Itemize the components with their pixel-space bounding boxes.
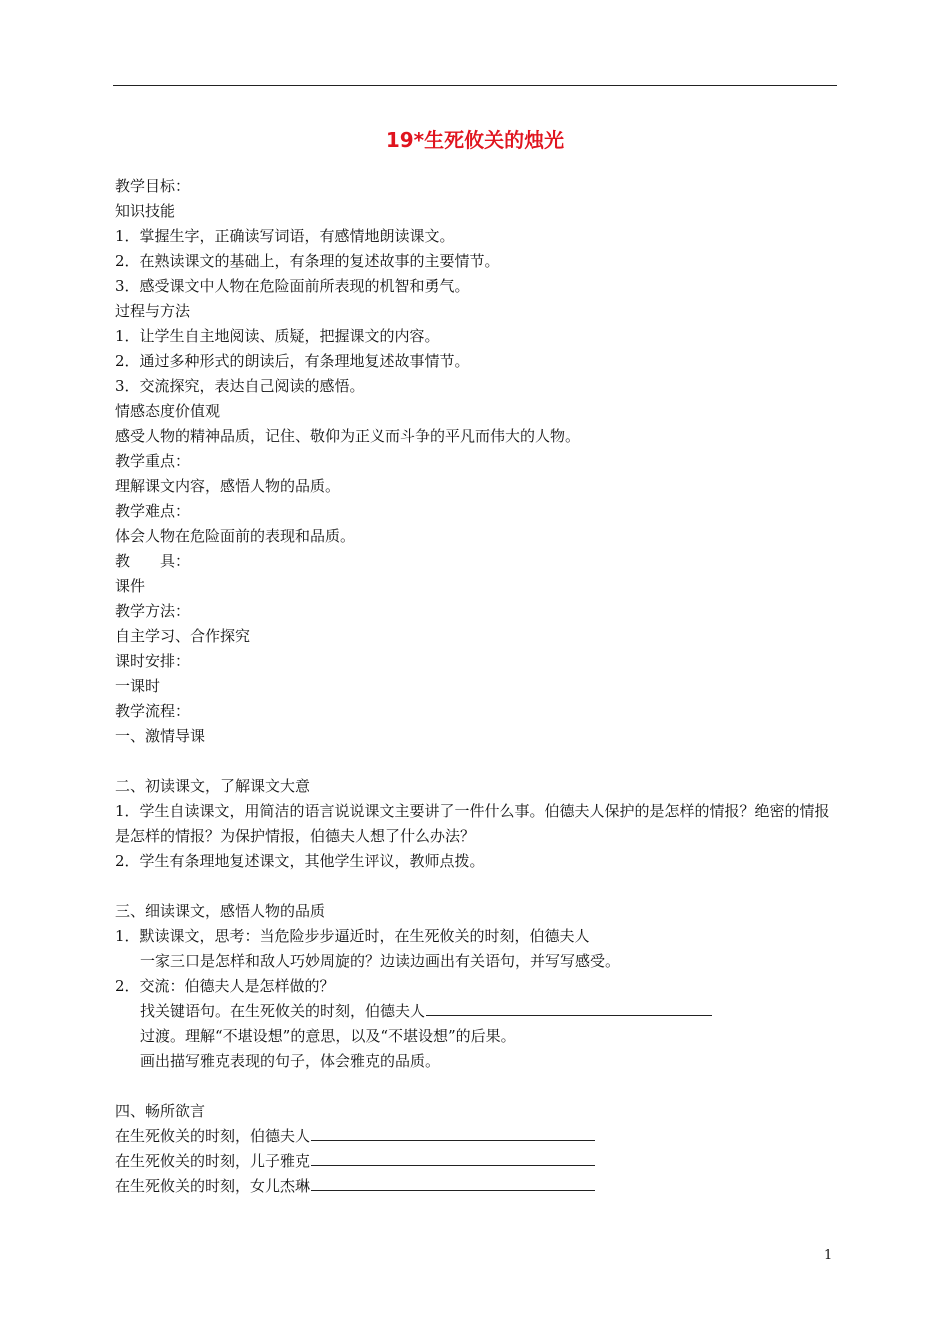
list-item: 1．掌握生字，正确读写词语，有感情地朗读课文。 xyxy=(115,227,455,245)
fill-in-line xyxy=(115,1149,837,1174)
list-item: 2．交流：伯德夫人是怎样做的？ xyxy=(115,977,335,995)
list-item: 1．让学生自主地阅读、质疑，把握课文的内容。 xyxy=(115,327,440,345)
blank-line xyxy=(115,1074,837,1099)
step-heading: 三、细读课文，感悟人物的品质 xyxy=(115,902,326,920)
fill-in-prompt: 在生死攸关的时刻，女儿杰琳 xyxy=(115,1177,311,1195)
fill-in-line xyxy=(115,1124,837,1149)
blank-line xyxy=(115,749,837,774)
list-item: 3．交流探究，表达自己阅读的感悟。 xyxy=(115,377,365,395)
page-number: 1 xyxy=(824,1248,833,1263)
paragraph: 感受人物的精神品质，记住、敬仰为正义而斗争的平凡而伟大的人物。 xyxy=(115,427,581,445)
paragraph: 画出描写雅克表现的句子，体会雅克的品质。 xyxy=(140,1052,441,1070)
step-heading: 四、畅所欲言 xyxy=(115,1102,206,1120)
paragraph: 自主学习、合作探究 xyxy=(115,627,251,645)
document-title: 19*生死攸关的烛光 xyxy=(385,128,565,152)
section-heading: 教学方法： xyxy=(115,602,191,620)
document-body xyxy=(115,174,837,1199)
answer-blank[interactable] xyxy=(311,1124,595,1141)
blank-line xyxy=(115,874,837,899)
subsection-heading: 情感态度价值观 xyxy=(115,402,221,420)
paragraph: 过渡。理解“不堪设想”的意思，以及“不堪设想”的后果。 xyxy=(140,1027,516,1045)
fill-in-line xyxy=(115,999,837,1024)
section-heading: 教 具： xyxy=(115,552,191,570)
fill-in-prompt: 在生死攸关的时刻，儿子雅克 xyxy=(115,1152,311,1170)
subsection-heading: 知识技能 xyxy=(115,202,176,220)
paragraph: 一课时 xyxy=(115,677,161,695)
step-heading: 一、激情导课 xyxy=(115,727,206,745)
fill-in-line xyxy=(115,1174,837,1199)
section-heading: 教学流程： xyxy=(115,702,191,720)
section-heading: 教学重点： xyxy=(115,452,191,470)
list-item: 2．在熟读课文的基础上，有条理的复述故事的主要情节。 xyxy=(115,252,500,270)
list-item-continuation: 一家三口是怎样和敌人巧妙周旋的？边读边画出有关语句，并写写感受。 xyxy=(140,952,621,970)
list-item: 1．默读课文，思考：当危险步步逼近时，在生死攸关的时刻，伯德夫人 xyxy=(115,927,590,945)
list-item: 3．感受课文中人物在危险面前所表现的机智和勇气。 xyxy=(115,277,470,295)
fill-in-prompt: 在生死攸关的时刻，伯德夫人 xyxy=(115,1127,311,1145)
list-item: 2．通过多种形式的朗读后，有条理地复述故事情节。 xyxy=(115,352,470,370)
list-item: 2．学生有条理地复述课文，其他学生评议，教师点拨。 xyxy=(115,852,485,870)
section-heading: 教学难点： xyxy=(115,502,191,520)
paragraph: 理解课文内容，感悟人物的品质。 xyxy=(115,477,341,495)
list-item: 1．学生自读课文，用简洁的语言说说课文主要讲了一件什么事。伯德夫人保护的是怎样的情报？绝密的情报是怎样的情报？为保护情报，伯德夫人想了什么办法？ xyxy=(115,802,830,845)
answer-blank[interactable] xyxy=(426,999,712,1016)
paragraph: 课件 xyxy=(115,577,146,595)
step-heading: 二、初读课文，了解课文大意 xyxy=(115,777,311,795)
fill-in-prompt: 找关键语句。在生死攸关的时刻，伯德夫人 xyxy=(140,1002,426,1020)
answer-blank[interactable] xyxy=(311,1174,595,1191)
section-heading: 课时安排： xyxy=(115,652,191,670)
header-rule xyxy=(113,85,837,86)
answer-blank[interactable] xyxy=(311,1149,595,1166)
paragraph: 体会人物在危险面前的表现和品质。 xyxy=(115,527,356,545)
section-heading: 教学目标： xyxy=(115,177,191,195)
subsection-heading: 过程与方法 xyxy=(115,302,191,320)
